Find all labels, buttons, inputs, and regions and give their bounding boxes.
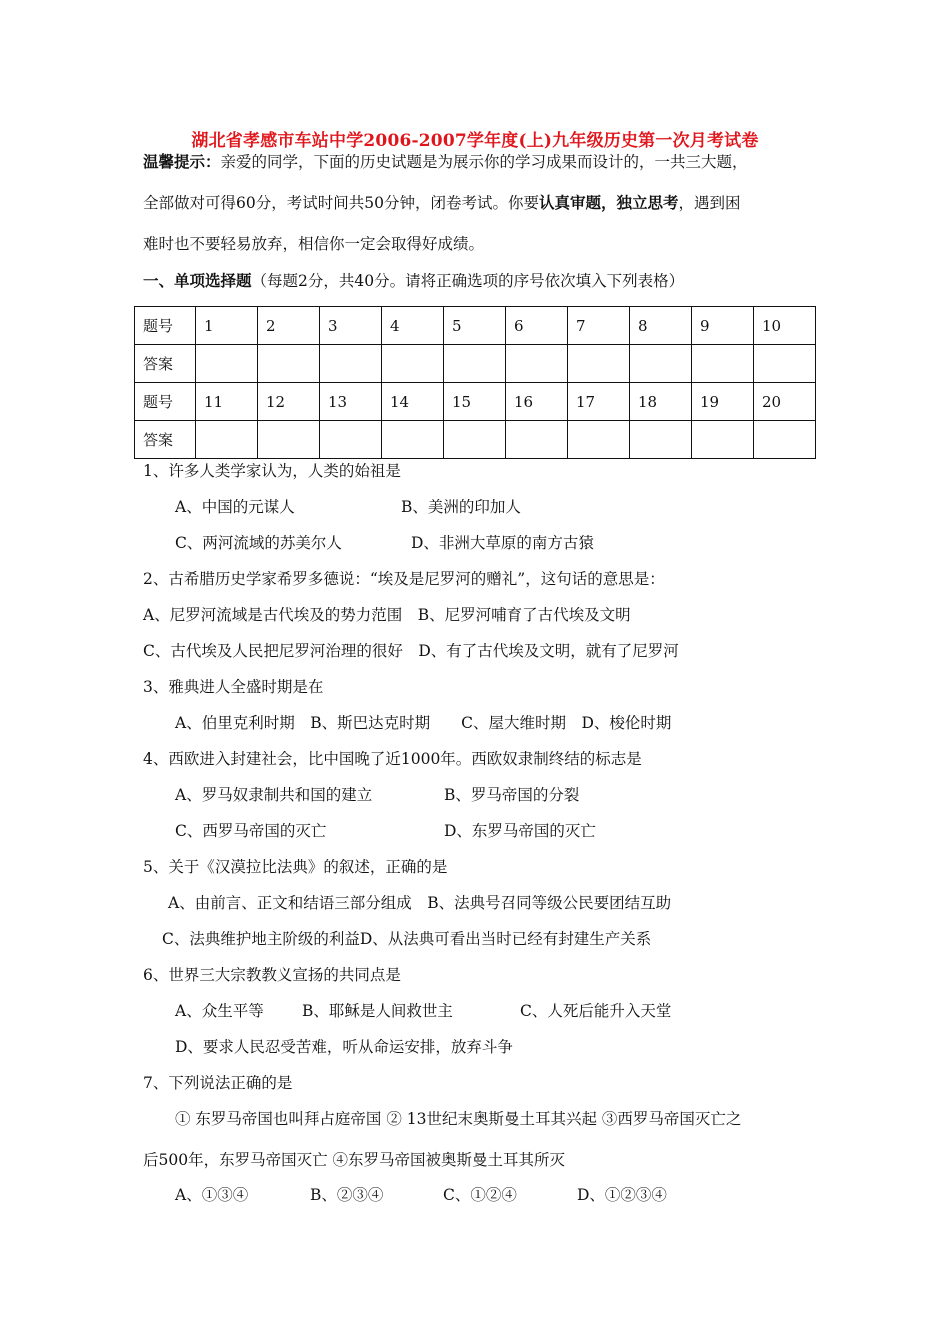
question-2-stem: 2、古希腊历史学家希罗多德说：“埃及是尼罗河的赠礼”，这句话的意思是： <box>143 570 665 588</box>
answer-cell[interactable] <box>568 421 630 459</box>
tip-line-1 <box>143 152 748 172</box>
answer-cell[interactable] <box>754 421 816 459</box>
tip-text-1: 亲爱的同学，下面的历史试题是为展示你的学习成果而设计的，一共三大题， <box>220 153 748 171</box>
question-2-options-ab[interactable]: A、尼罗河流域是古代埃及的势力范围 B、尼罗河哺育了古代埃及文明 <box>143 606 631 624</box>
question-6-option-c[interactable]: C、人死后能升入天堂 <box>520 1002 672 1020</box>
number-label-cell: 题号 <box>135 307 196 345</box>
question-3-options[interactable]: A、伯里克利时期 B、斯巴达克时期 C、屋大维时期 D、梭伦时期 <box>175 714 672 732</box>
answer-cell[interactable] <box>630 421 692 459</box>
answer-cell[interactable] <box>444 421 506 459</box>
table-row <box>135 421 816 459</box>
answer-table <box>134 306 816 459</box>
tip-text-2a: 全部做对可得60分，考试时间共50分钟，闭卷考试。你要 <box>143 194 539 212</box>
question-5-options-ab[interactable]: A、由前言、正文和结语三部分组成 B、法典号召同等级公民要团结互助 <box>168 894 672 912</box>
section1-label: 一、单项选择题 <box>143 271 252 290</box>
number-cell: 10 <box>754 307 816 345</box>
question-7-option-d[interactable]: D、①②③④ <box>577 1186 667 1204</box>
number-cell: 14 <box>382 383 444 421</box>
number-cell: 6 <box>506 307 568 345</box>
answer-cell[interactable] <box>196 345 258 383</box>
answer-cell[interactable] <box>258 345 320 383</box>
answer-cell[interactable] <box>692 345 754 383</box>
question-4-option-c[interactable]: C、西罗马帝国的灭亡 <box>175 822 327 840</box>
tip-line-2 <box>143 193 740 213</box>
tip-text-2b: ，遇到困 <box>678 194 741 212</box>
section1-heading <box>143 271 684 291</box>
answer-cell[interactable] <box>382 345 444 383</box>
question-4-option-b[interactable]: B、罗马帝国的分裂 <box>444 786 580 804</box>
table-row <box>135 383 816 421</box>
question-1-option-d[interactable]: D、非洲大草原的南方古猿 <box>411 534 594 552</box>
answer-cell[interactable] <box>258 421 320 459</box>
exam-title: 湖北省孝感市车站中学2006-2007学年度(上)九年级历史第一次月考试卷 <box>191 131 759 151</box>
number-cell: 3 <box>320 307 382 345</box>
question-7-statement-line-1: ① 东罗马帝国也叫拜占庭帝国 ② 13世纪末奥斯曼土耳其兴起 ③西罗马帝国灭亡之 <box>175 1110 742 1128</box>
answer-cell[interactable] <box>506 345 568 383</box>
question-6-option-b[interactable]: B、耶稣是人间救世主 <box>302 1002 453 1020</box>
number-cell: 17 <box>568 383 630 421</box>
section1-note: （每题2分，共40分。请将正确选项的序号依次填入下列表格） <box>251 272 685 290</box>
question-1-option-c[interactable]: C、两河流域的苏美尔人 <box>175 534 342 552</box>
number-cell: 13 <box>320 383 382 421</box>
question-6-option-d[interactable]: D、要求人民忍受苦难，听从命运安排，放弃斗争 <box>175 1038 513 1056</box>
number-cell: 1 <box>196 307 258 345</box>
answer-cell[interactable] <box>568 345 630 383</box>
question-3-stem: 3、雅典进人全盛时期是在 <box>143 678 324 696</box>
number-cell: 20 <box>754 383 816 421</box>
question-1-stem: 1、许多人类学家认为，人类的始祖是 <box>143 462 401 480</box>
table-row <box>135 307 816 345</box>
answer-label-cell: 答案 <box>135 345 196 383</box>
question-7-option-c[interactable]: C、①②④ <box>443 1186 517 1204</box>
question-5-stem: 5、关于《汉漠拉比法典》的叙述，正确的是 <box>143 858 448 876</box>
question-2-options-cd[interactable]: C、古代埃及人民把尼罗河治理的很好 D、有了古代埃及文明，就有了尼罗河 <box>143 642 679 660</box>
question-7-stem: 7、下列说法正确的是 <box>143 1074 293 1092</box>
answer-cell[interactable] <box>506 421 568 459</box>
tip-line-3: 难时也不要轻易放弃，相信你一定会取得好成绩。 <box>143 235 485 253</box>
question-1-option-b[interactable]: B、美洲的印加人 <box>401 498 521 516</box>
answer-cell[interactable] <box>196 421 258 459</box>
answer-cell[interactable] <box>692 421 754 459</box>
number-cell: 9 <box>692 307 754 345</box>
question-7-option-a[interactable]: A、①③④ <box>175 1186 249 1204</box>
number-cell: 7 <box>568 307 630 345</box>
tip-emphasis: 认真审题，独立思考 <box>538 193 679 212</box>
number-cell: 12 <box>258 383 320 421</box>
number-cell: 16 <box>506 383 568 421</box>
answer-label-cell: 答案 <box>135 421 196 459</box>
answer-cell[interactable] <box>630 345 692 383</box>
number-cell: 11 <box>196 383 258 421</box>
question-6-stem: 6、世界三大宗教教义宣扬的共同点是 <box>143 966 401 984</box>
answer-cell[interactable] <box>320 421 382 459</box>
question-4-option-d[interactable]: D、东罗马帝国的灭亡 <box>444 822 596 840</box>
table-row <box>135 345 816 383</box>
tip-label: 温馨提示： <box>143 152 221 171</box>
answer-cell[interactable] <box>382 421 444 459</box>
question-1-option-a[interactable]: A、中国的元谋人 <box>175 498 295 516</box>
number-cell: 18 <box>630 383 692 421</box>
question-4-stem: 4、西欧进入封建社会，比中国晚了近1000年。西欧奴隶制终结的标志是 <box>143 750 642 768</box>
number-cell: 5 <box>444 307 506 345</box>
number-cell: 2 <box>258 307 320 345</box>
number-cell: 8 <box>630 307 692 345</box>
number-cell: 4 <box>382 307 444 345</box>
question-6-option-a[interactable]: A、众生平等 <box>175 1002 264 1020</box>
answer-cell[interactable] <box>320 345 382 383</box>
number-cell: 19 <box>692 383 754 421</box>
answer-cell[interactable] <box>444 345 506 383</box>
answer-cell[interactable] <box>754 345 816 383</box>
number-cell: 15 <box>444 383 506 421</box>
number-label-cell: 题号 <box>135 383 196 421</box>
question-4-option-a[interactable]: A、罗马奴隶制共和国的建立 <box>175 786 373 804</box>
question-7-option-b[interactable]: B、②③④ <box>310 1186 384 1204</box>
question-5-options-cd[interactable]: C、法典维护地主阶级的利益D、从法典可看出当时已经有封建生产关系 <box>162 930 652 948</box>
question-7-statement-line-2: 后500年，东罗马帝国灭亡 ④东罗马帝国被奥斯曼土耳其所灭 <box>143 1151 566 1169</box>
